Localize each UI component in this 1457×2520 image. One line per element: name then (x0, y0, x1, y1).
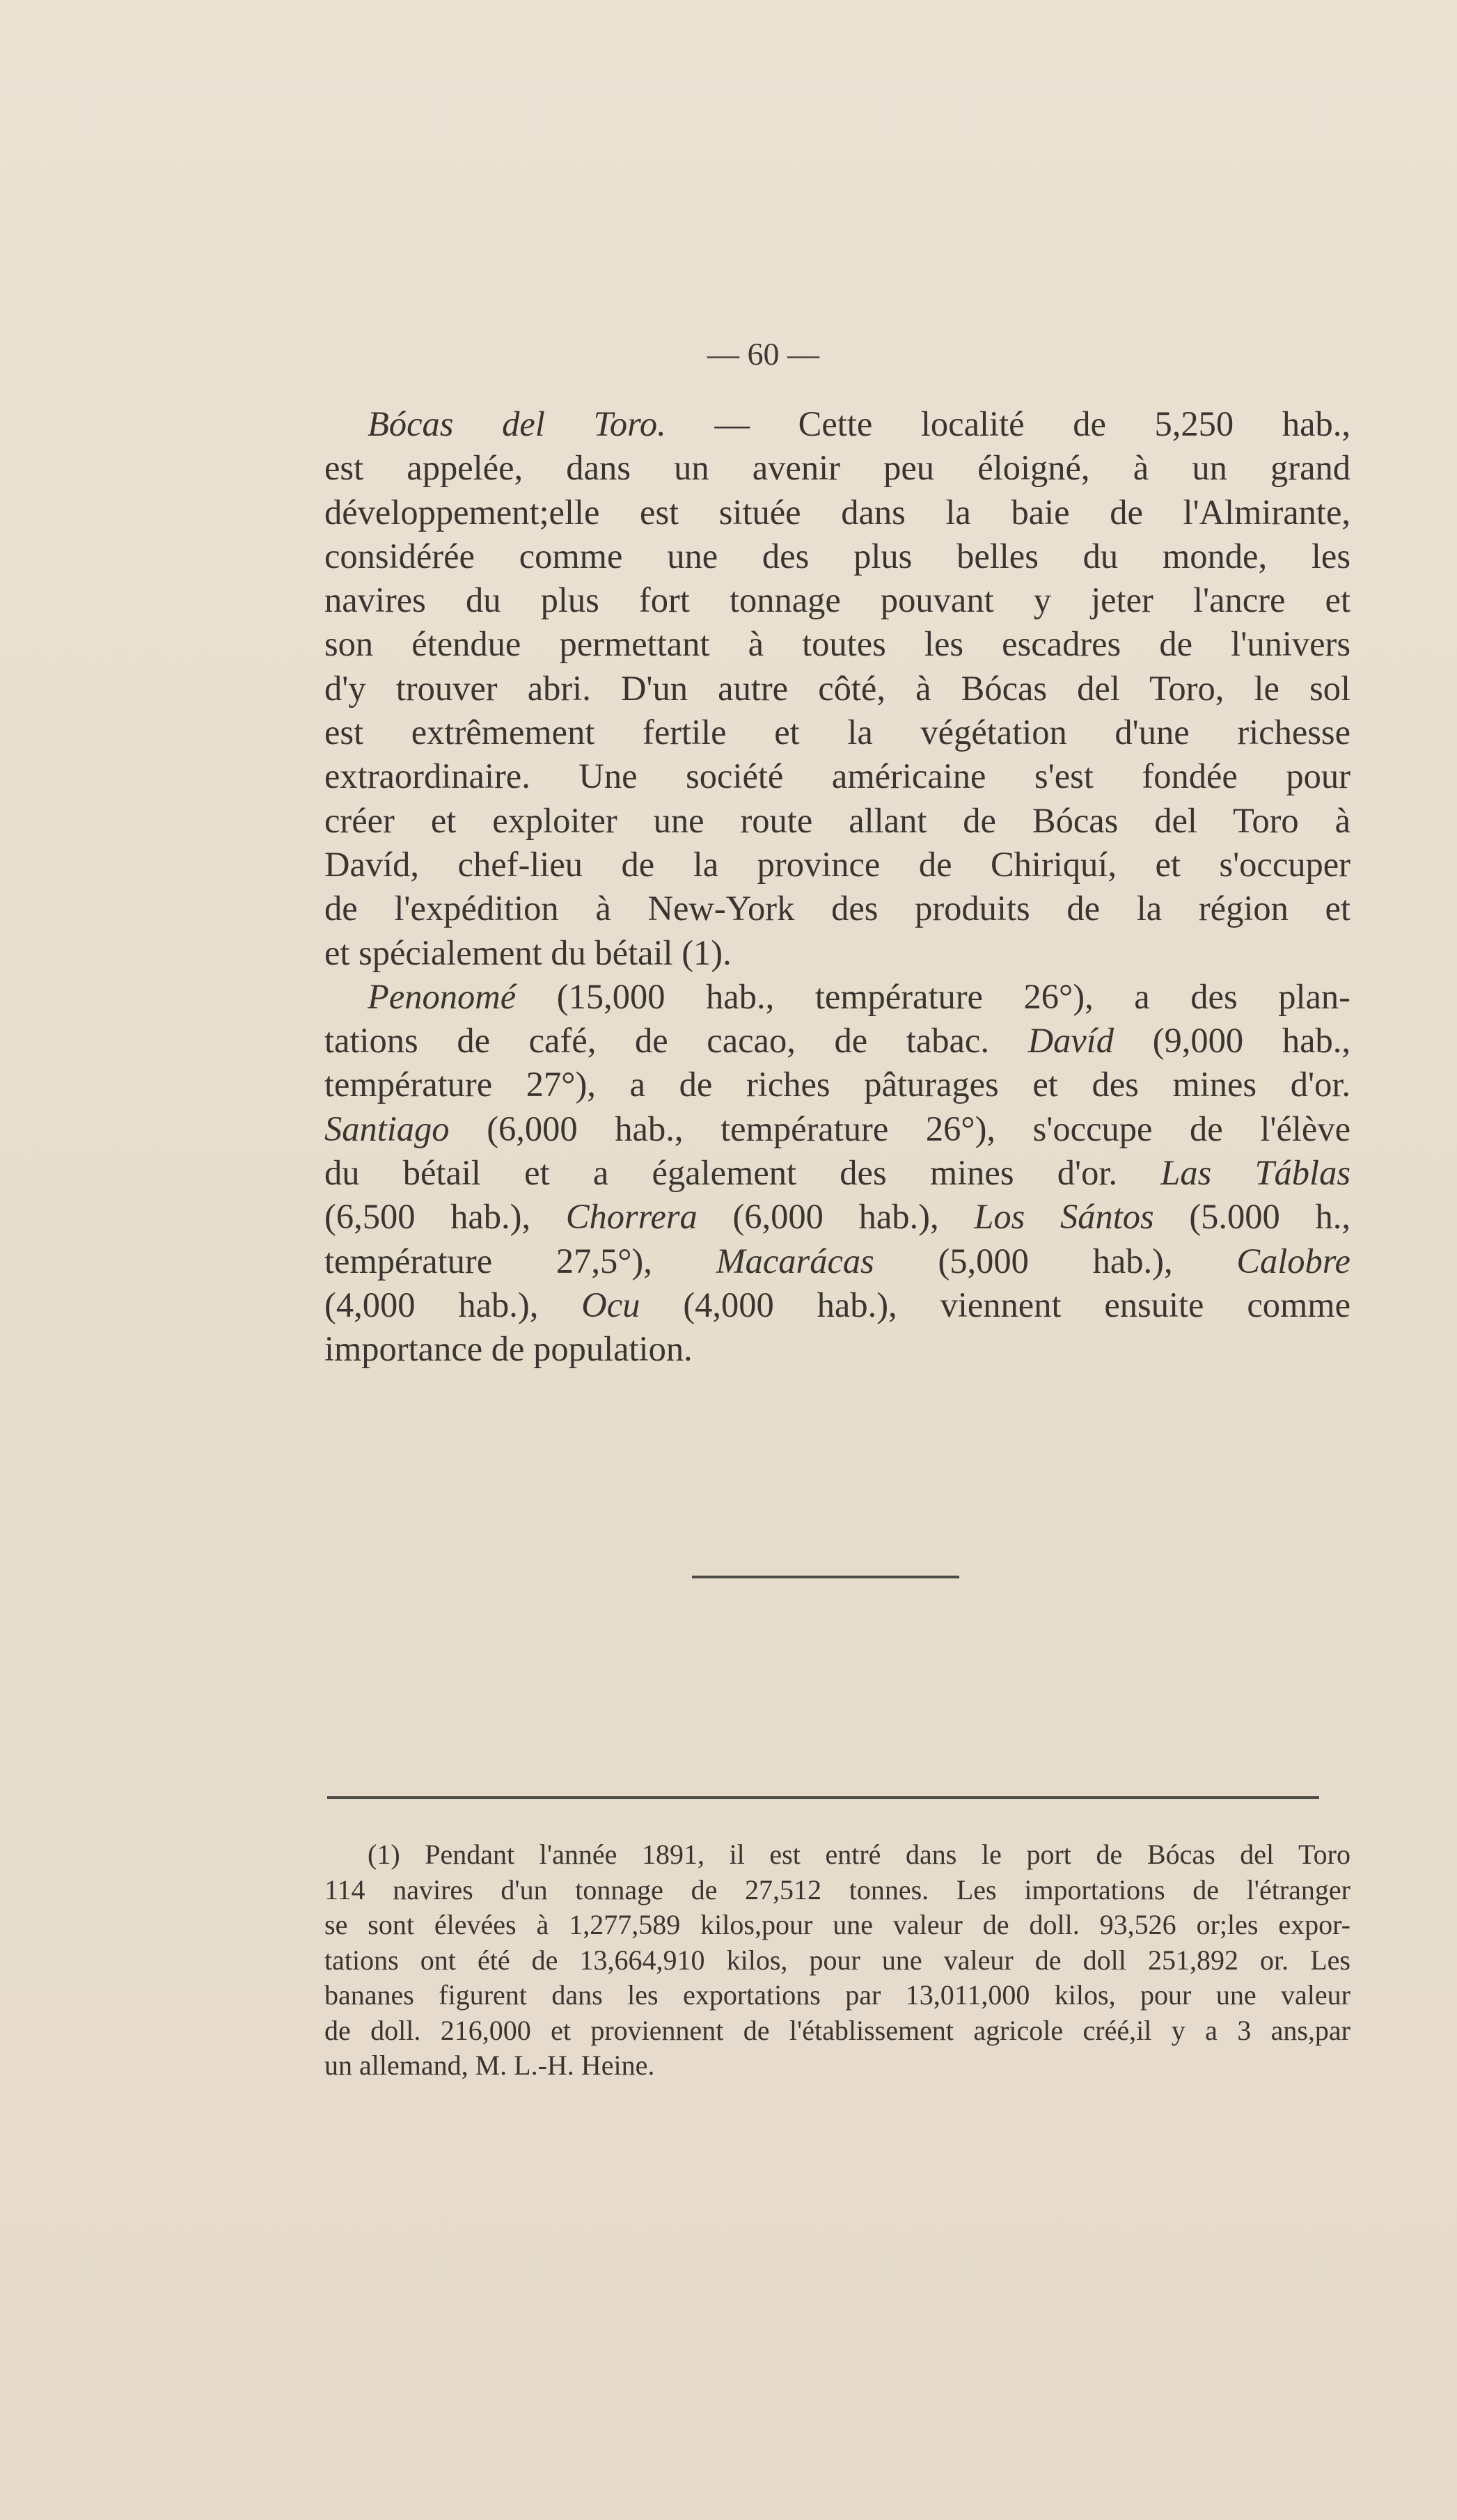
text-line: Davíd, chef-lieu de la province de Chiriquí, et s'occuper (324, 844, 1350, 884)
footnote-separator (327, 1796, 1319, 1799)
text-line: du bétail et a également des mines d'or. Las Táblas (324, 1153, 1350, 1193)
paragraph-towns (324, 975, 1350, 1372)
text-line: son étendue permettant à toutes les escadres de l'univers (324, 624, 1350, 664)
place-name: Penonomé (368, 976, 517, 1016)
text-line: Bócas del Toro. — Cette localité de 5,250 hab., (368, 404, 1350, 443)
text-line: température 27°), a de riches pâturages et des mines d'or. (324, 1065, 1350, 1104)
main-text (324, 402, 1350, 1372)
text-line: navires du plus fort tonnage pouvant y jeter l'ancre et (324, 580, 1350, 620)
place-name: Santiago (324, 1109, 450, 1148)
place-name: Los Sántos (974, 1197, 1154, 1237)
text-line: extraordinaire. Une société américaine s'est fondée pour (324, 756, 1350, 796)
paragraph-bocas-del-toro (324, 402, 1350, 975)
footnote (324, 1837, 1350, 2084)
text-line: Santiago (6,000 hab., température 26°), s'occupe de l'élève (324, 1109, 1350, 1148)
page-number: — 60 — (707, 336, 819, 372)
place-name: Bócas del Toro. (368, 404, 666, 443)
footnote-line: bananes figurent dans les exportations par 13,011,000 kilos, pour une valeur (324, 1979, 1350, 2011)
place-name: Macarácas (716, 1241, 874, 1281)
text-line: température 27,5°), Macarácas (5,000 hab.), Calobre (324, 1241, 1350, 1281)
text-line: et spécialement du bétail (1). (324, 933, 732, 972)
text-line: importance de population. (324, 1329, 693, 1369)
text-line: est appelée, dans un avenir peu éloigné, à un grand (324, 448, 1350, 488)
text-line: créer et exploiter une route allant de Bócas del Toro à (324, 800, 1350, 840)
footnote-line: tations ont été de 13,664,910 kilos, pour une valeur de doll 251,892 or. Les (324, 1944, 1350, 1976)
place-name: Chorrera (565, 1197, 698, 1237)
text-line: d'y trouver abri. D'un autre côté, à Bócas del Toro, le sol (324, 668, 1350, 708)
footnote-line: un allemand, M. L.-H. Heine. (324, 2050, 655, 2081)
text-line: Penonomé (15,000 hab., température 26°), a des plan- (368, 976, 1350, 1016)
text-line: (6,500 hab.), Chorrera (6,000 hab.), Los Sántos (5.000 h., (324, 1197, 1350, 1237)
place-name: Calobre (1236, 1241, 1350, 1281)
section-divider (692, 1576, 959, 1578)
place-name: Davíd (1027, 1021, 1115, 1061)
text-line: développement;elle est située dans la baie de l'Almirante, (324, 492, 1350, 532)
text-line: de l'expédition à New-York des produits de la région et (324, 889, 1350, 928)
place-name: Las Táblas (1160, 1153, 1350, 1193)
text-line: est extrêmement fertile et la végétation d'une richesse (324, 713, 1350, 752)
footnote-line: (1) Pendant l'année 1891, il est entré dans le port de Bócas del Toro (368, 1839, 1350, 1870)
text-line: (4,000 hab.), Ocu (4,000 hab.), viennent ensuite comme (324, 1285, 1350, 1324)
footnote-line: de doll. 216,000 et proviennent de l'établissement agricole créé,il y a 3 ans,par (324, 2014, 1350, 2046)
place-name: Ocu (581, 1285, 640, 1324)
text-line: considérée comme une des plus belles du monde, les (324, 536, 1350, 576)
footnote-line: 114 navires d'un tonnage de 27,512 tonnes. Les importations de l'étranger (324, 1873, 1350, 1905)
text-line: tations de café, de cacao, de tabac. Davíd (9,000 hab., (324, 1021, 1350, 1061)
footnote-line: se sont élevées à 1,277,589 kilos,pour une valeur de doll. 93,526 or;les expor- (324, 1909, 1350, 1940)
